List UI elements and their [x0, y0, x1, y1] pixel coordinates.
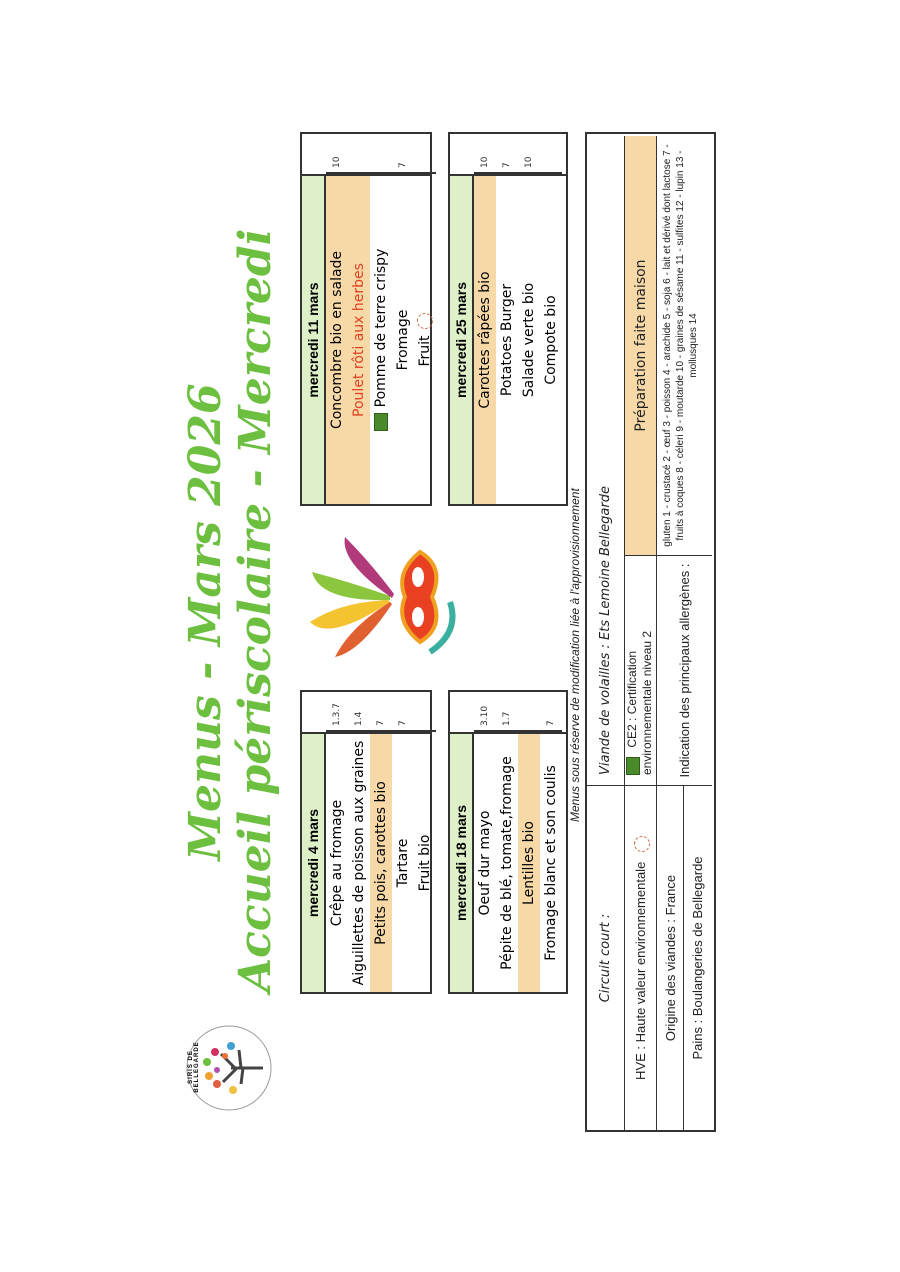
hve-legend — [625, 785, 657, 1130]
allergens — [518, 692, 540, 732]
menu-item — [348, 692, 370, 992]
allergens: 7 — [370, 692, 392, 732]
dish: Tartare — [395, 838, 411, 888]
allergens: 1.7 — [496, 692, 518, 732]
ce2-icon — [626, 757, 640, 775]
allergens: 7 — [496, 134, 518, 174]
menu-day: mercredi 4 mars — [302, 732, 326, 992]
allergens: 1.3.7 — [326, 692, 348, 732]
allergens — [414, 134, 436, 174]
menu-item — [370, 134, 392, 504]
dish: Oeuf dur mayo — [477, 810, 493, 916]
allergens — [370, 134, 392, 174]
legend-table — [585, 132, 716, 1132]
menu-item — [414, 692, 436, 992]
pains-supplier: Pains : Boulangeries de Bellegarde — [684, 785, 712, 1130]
menu-item — [392, 134, 414, 504]
dish-with-icon — [414, 176, 436, 504]
menu-day: mercredi 25 mars — [450, 174, 474, 504]
dish: Fruit — [417, 335, 433, 367]
allergens: 10 — [474, 134, 496, 174]
allergens — [348, 134, 370, 174]
menu-mercredi-11-mars — [300, 132, 432, 506]
menu-item — [326, 134, 348, 504]
allergens: 10 — [518, 134, 540, 174]
origine-viandes: Origine des viandes : France — [657, 785, 684, 1130]
menu-item — [496, 692, 518, 992]
menu-item — [348, 134, 370, 504]
menu-item — [518, 134, 540, 504]
dish: Pépite de blé, tomate,fromage — [499, 756, 515, 970]
menu-item — [540, 134, 562, 504]
hve-text: HVE : Haute valeur environnementale — [633, 861, 648, 1080]
menu-item — [474, 134, 496, 504]
menu-mercredi-4-mars — [300, 690, 432, 994]
dish: Crêpe au fromage — [329, 799, 345, 927]
preparation-maison: Préparation faite maison — [625, 136, 657, 555]
menu-item — [540, 692, 562, 992]
ce2-legend — [625, 555, 657, 785]
allergens: 10 — [326, 134, 348, 174]
allergens: 7 — [392, 692, 414, 732]
dish: Carottes râpées bio — [474, 176, 496, 504]
ce2-text: CE2 : Certification environnementale niveau 2 — [625, 630, 654, 775]
allergenes-label: Indication des principaux allergènes : — [657, 555, 712, 785]
allergens — [540, 134, 562, 174]
menu-mercredi-25-mars — [448, 132, 568, 506]
dish: Poulet rôti aux herbes — [348, 176, 370, 504]
menu-day: mercredi 18 mars — [450, 732, 474, 992]
dish: Concombre bio en salade — [326, 176, 348, 504]
ce2-label-icon — [374, 413, 388, 431]
volailles-supplier: Viande de volailles : Ets Lemoine Bellegarde — [587, 136, 625, 785]
menu-item — [326, 692, 348, 992]
menu-item — [370, 692, 392, 992]
carnival-mask-icon — [310, 532, 470, 662]
menu-item — [474, 692, 496, 992]
dish: Lentilles bio — [518, 734, 540, 992]
menu-item — [518, 692, 540, 992]
supply-notice: Menus sous réserve de modification liée à l'approvisionnement — [568, 488, 582, 822]
logo-text: SIRIS DE BELLEGARDE — [188, 1041, 200, 1093]
france-origin-icon — [417, 313, 433, 329]
allergens: 1.4 — [348, 692, 370, 732]
menu-mercredi-18-mars — [448, 690, 568, 994]
dish: Fruit bio — [417, 834, 433, 892]
allergenes-list: gluten 1 - crustacé 2 - œuf 3 - poisson 4 - arachide 5 - soja 6 - lait et dérivé dont lactose 7 - fruits à coques 8 - céleri 9 - moutarde 10 - graines de sésame 11 - sulfites 12 - lupin 13 - mollusques 14 — [662, 144, 699, 547]
dish: Potatoes Burger — [499, 283, 515, 397]
dish: Aiguillettes de poisson aux graines — [351, 740, 367, 986]
dish-with-icon — [370, 176, 392, 504]
dish: Fromage blanc et son coulis — [543, 765, 559, 961]
allergens: 7 — [392, 134, 414, 174]
dish: Fromage — [395, 309, 411, 371]
circuit-court-label: Circuit court : — [587, 785, 625, 1130]
dish: Compote bio — [543, 295, 559, 385]
hve-icon — [634, 836, 650, 852]
allergens — [414, 692, 436, 732]
allergens: 3.10 — [474, 692, 496, 732]
menu-day: mercredi 11 mars — [302, 174, 326, 504]
dish: Petits pois, carottes bio — [370, 734, 392, 992]
menu-item — [414, 134, 436, 504]
title-line1: Menus - Mars 2026 — [180, 383, 231, 861]
dish: Pomme de terre crispy — [373, 248, 389, 408]
carnival-mask-illustration — [310, 532, 470, 662]
menu-item — [496, 134, 518, 504]
dish: Salade verte bio — [521, 282, 537, 398]
menu-item — [392, 692, 414, 992]
allergens: 7 — [540, 692, 562, 732]
title-line2: Accueil périscolaire - Mercredi — [230, 228, 281, 992]
